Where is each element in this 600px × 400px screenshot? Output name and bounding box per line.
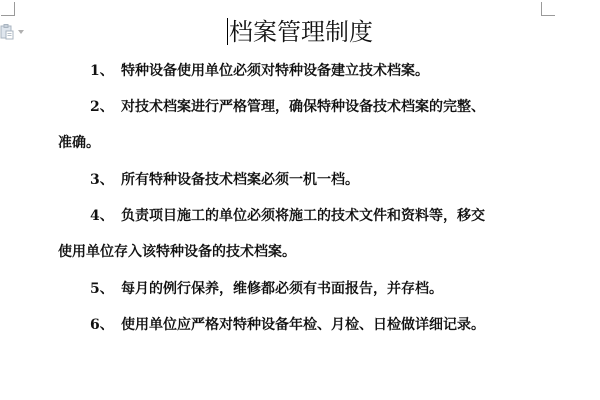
paragraph-text: 每月的例行保养，维修都必须有书面报告，并存档。 [121, 281, 443, 297]
paragraph-6[interactable] [58, 315, 554, 335]
list-number: 5、 [90, 281, 114, 297]
list-number: 1、 [90, 63, 114, 79]
paragraph-text: 特种设备使用单位必须对特种设备建立技术档案。 [121, 63, 429, 79]
paragraph-text: 对技术档案进行严格管理，确保特种设备技术档案的完整、 [121, 99, 485, 115]
paragraph-text: 负责项目施工的单位必须将施工的技术文件和资料等，移交 [121, 208, 485, 224]
paragraph-1[interactable] [58, 61, 554, 81]
paragraph-text: 使用单位应严格对特种设备年检、月检、日检做详细记录。 [121, 317, 485, 333]
list-number: 6、 [90, 317, 114, 333]
paragraph-4-continuation[interactable] [58, 242, 554, 262]
list-number: 2、 [90, 99, 114, 115]
title-text: 档案管理制度 [229, 18, 373, 46]
paragraph-2-continuation[interactable] [58, 133, 554, 153]
list-number: 3、 [90, 172, 114, 188]
paragraph-text: 准确。 [58, 135, 100, 151]
paragraph-4[interactable] [58, 206, 554, 226]
paragraph-text: 使用单位存入该特种设备的技术档案。 [58, 244, 296, 260]
paragraph-2[interactable] [58, 97, 554, 117]
document-title[interactable] [0, 10, 600, 54]
paragraph-3[interactable] [58, 170, 554, 190]
text-cursor [227, 18, 228, 45]
paragraph-5[interactable] [58, 279, 554, 299]
paragraph-text: 所有特种设备技术档案必须一机一档。 [121, 172, 359, 188]
list-number: 4、 [90, 208, 114, 224]
